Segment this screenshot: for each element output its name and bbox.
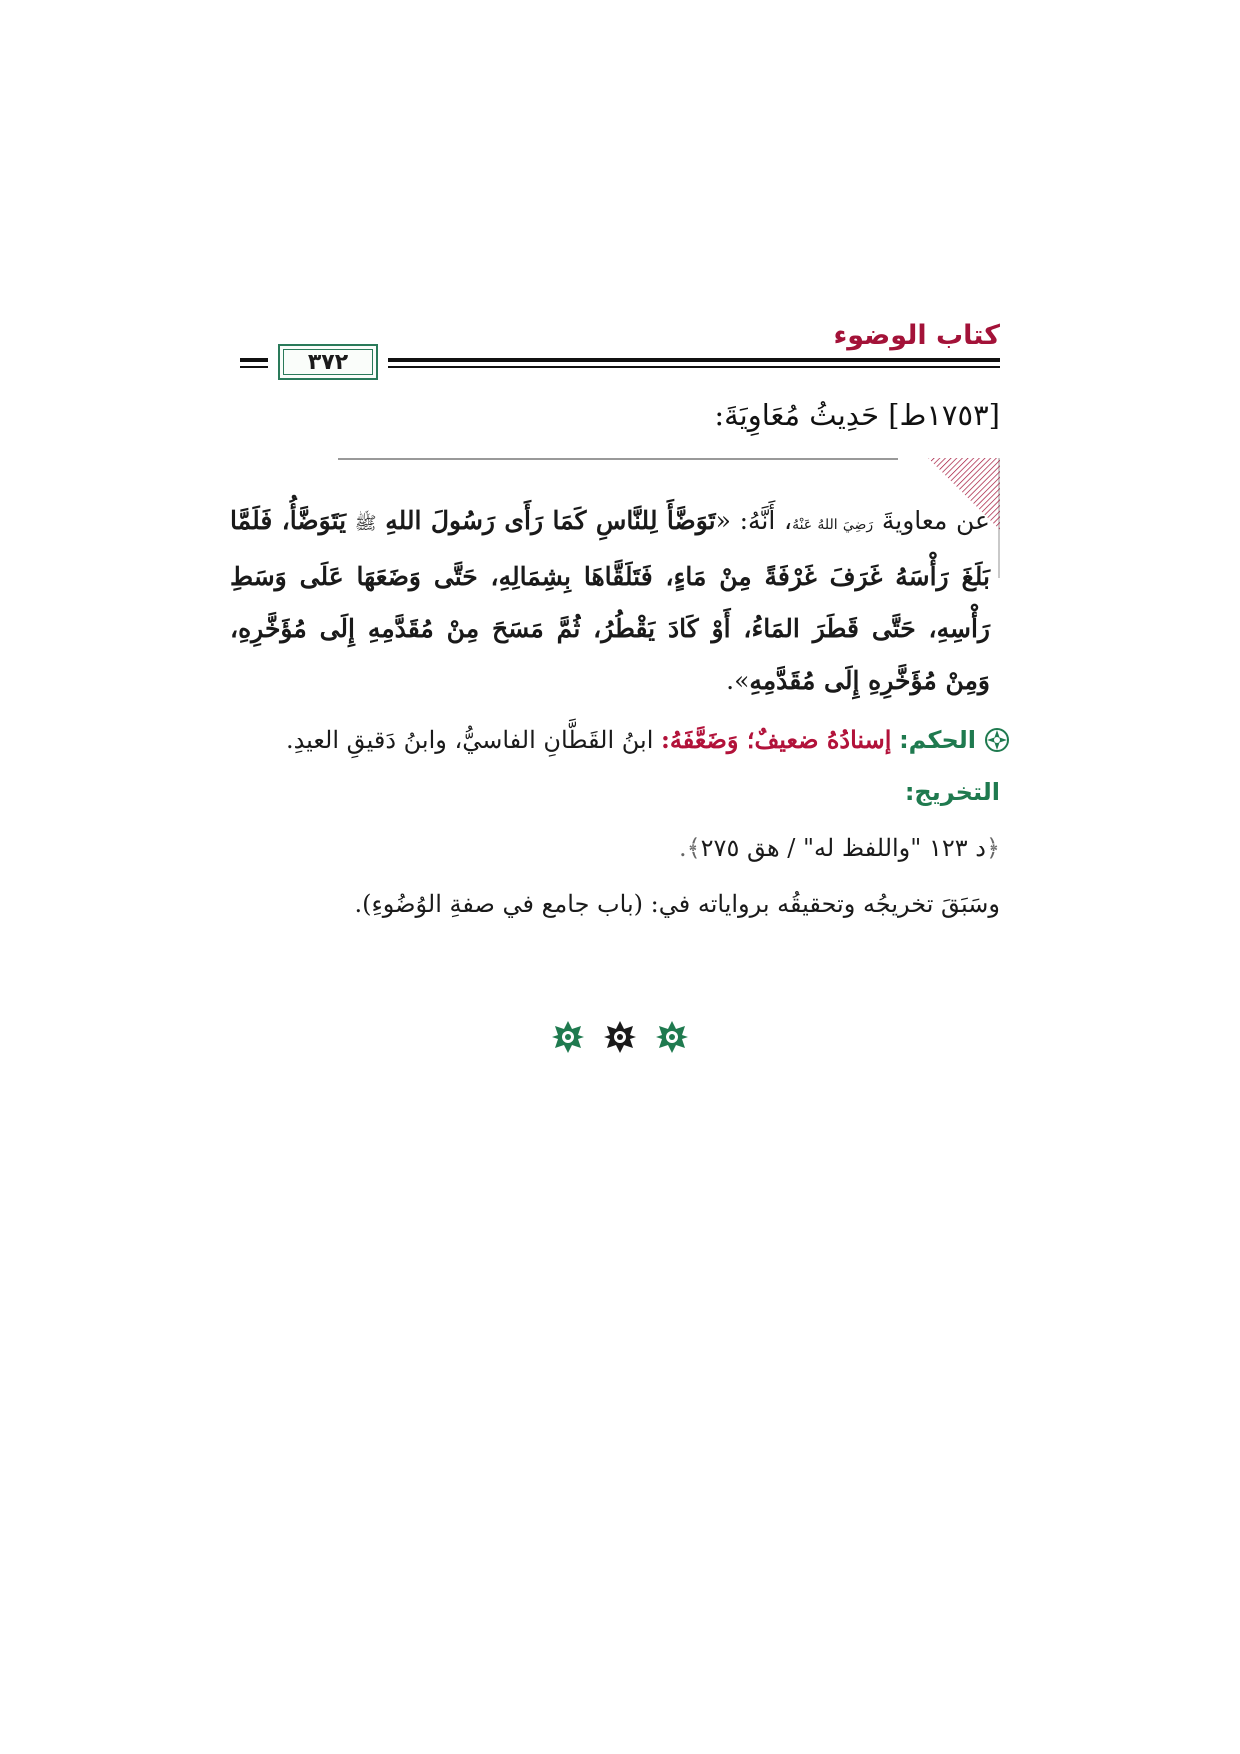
narration-top-rule [338,458,898,460]
running-title: كتاب الوضوء [833,320,1000,351]
matn-part-1: تَوَضَّأَ لِلنَّاسِ كَمَا رَأَى رَسُولَ اللهِ [385,506,716,535]
narration-closing: ». [726,666,750,695]
takhrij-close-bracket: ﴾. [678,834,701,862]
hadith-number: [١٧٥٣ط] [888,398,1000,432]
header-rule-thick [388,358,1000,362]
hadith-ruling [230,720,1010,760]
header-rule-thick-left [240,358,268,362]
rosette-icon [984,727,1010,753]
star-ornament-icon [551,1020,585,1054]
hadith-title: حَدِيثُ مُعَاوِيَةَ: [714,398,879,432]
page-number: ٣٧٢ [307,349,349,375]
matn-part-2: يَتَوَضَّأُ، فَلَمَّا بَلَغَ رَأْسَهُ غَرَفَ غَرْفَةً مِنْ مَاءٍ، فَتَلَقَّاهَا بِشِمَالِهِ، حَتَّى وَضَعَهَا عَلَى وَسَطِ رَأْسِهِ، حَتَّى قَطَرَ المَاءُ، أَوْ كَادَ يَقْطُرُ، ثُمَّ مَسَحَ مِنْ مُقَدَّمِهِ إِلَى مُؤَخَّرِهِ، وَمِنْ مُؤَخَّرِهِ إِلَى مُقَدَّمِهِ [230,506,990,695]
page-number-frame [278,344,378,380]
ruling-verdict: إسنادُهُ ضعيفٌ؛ وَضَعَّفَهُ: [661,725,892,754]
takhrij-ref-text: د ١٢٣ "واللفظ له" / هق ٢٧٥ [700,834,986,862]
narration-intro: عن معاويةَ [873,506,990,535]
ruling-text: ابنُ القَطَّانِ الفاسيُّ، وابنُ دَقيقِ العيدِ. [285,726,662,754]
header-rule-thin-left [240,366,268,368]
header-rule-thin [388,366,1000,368]
narration-intro-tail: ، أَنَّهُ: « [715,506,793,535]
prophet-honorific: ﷺ [354,513,377,534]
hadith-narration [230,495,990,707]
takhrij-open-bracket: ﴿ [985,834,1000,862]
section-divider [240,1020,1000,1054]
book-page [230,300,1000,1400]
see-also-note: وسَبَقَ تخريجُه وتحقيقُه برواياته في: (باب جامع في صفةِ الوُضُوءِ). [354,890,1000,918]
takhrij-label: التخريج: [904,778,1000,806]
star-ornament-icon [655,1020,689,1054]
sahabi-honorific: رَضِيَ اللهُ عَنْهُ [792,517,874,533]
takhrij-reference [679,834,1000,862]
hadith-heading [714,398,1000,432]
ruling-label: الحكم: [899,726,976,754]
star-ornament-icon [603,1020,637,1054]
